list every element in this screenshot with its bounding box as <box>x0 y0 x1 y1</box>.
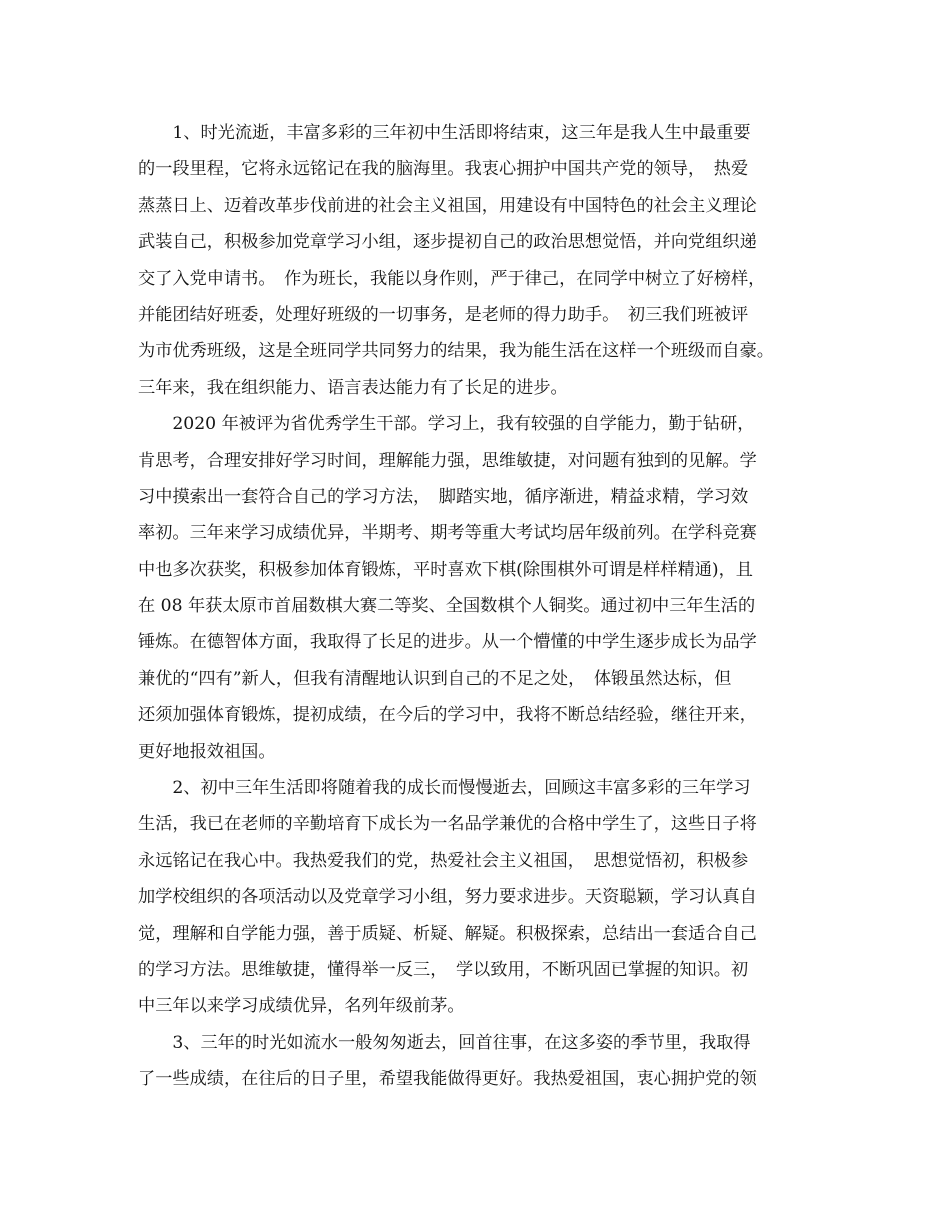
text-line: 交了入党申请书。 作为班长，我能以身作则，严于律己，在同学中树立了好榜样， <box>138 268 766 289</box>
text-line: 锤炼。在德智体方面，我取得了长足的进步。从一个懵懂的中学生逐步成长为品学 <box>138 632 757 653</box>
document-body <box>138 115 828 1098</box>
text-line: 永远铭记在我心中。我热爱我们的党，热爱社会主义祖国， 思想觉悟初，积极参 <box>138 850 749 871</box>
text-line: 肯思考，合理安排好学习时间，理解能力强，思维敏捷，对问题有独到的见解。学 <box>138 450 757 471</box>
text-line: 为市优秀班级，这是全班同学共同努力的结果，我为能生活在这样一个班级而自豪。 <box>138 341 774 362</box>
text-line: 觉，理解和自学能力强，善于质疑、析疑、解疑。积极探索，总结出一套适合自己 <box>138 923 757 944</box>
text-line: 三年来，我在组织能力、语言表达能力有了长足的进步。 <box>138 377 568 398</box>
text-line: 并能团结好班委，处理好班级的一切事务，是老师的得力助手。 初三我们班被评 <box>138 304 749 325</box>
text-line: 生活，我已在老师的辛勤培育下成长为一名品学兼优的合格中学生了，这些日子将 <box>138 814 757 835</box>
text-line: 3、三年的时光如流水一般匆匆逝去，回首往事，在这多姿的季节里，我取得 <box>138 1032 751 1053</box>
text-line: 的一段里程，它将永远铭记在我的脑海里。我衷心拥护中国共产党的领导， 热爱 <box>138 159 749 180</box>
text-line: 加学校组织的各项活动以及党章学习小组，努力要求进步。天资聪颖，学习认真自 <box>138 887 757 908</box>
text-line: 中三年以来学习成绩优异，名列年级前茅。 <box>138 996 465 1017</box>
text-line: 更好地报效祖国。 <box>138 741 276 762</box>
text-line: 了一些成绩，在往后的日子里，希望我能做得更好。我热爱祖国，衷心拥护党的领 <box>138 1069 757 1090</box>
text-line: 在 08 年获太原市首届数棋大赛二等奖、全国数棋个人铜奖。通过初中三年生活的 <box>138 596 756 617</box>
text-line: 2020 年被评为省优秀学生干部。学习上，我有较强的自学能力，勤于钻研， <box>138 414 755 435</box>
text-line: 2、初中三年生活即将随着我的成长而慢慢逝去，回顾这丰富多彩的三年学习 <box>138 778 751 799</box>
text-line: 还须加强体育锻炼，提初成绩，在今后的学习中，我将不断总结经验，继往开来， <box>138 705 757 726</box>
text-line: 武装自己，积极参加党章学习小组，逐步提初自己的政治思想觉悟，并向党组织递 <box>138 232 757 253</box>
text-line: 蒸蒸日上、迈着改革步伐前进的社会主义祖国，用建设有中国特色的社会主义理论 <box>138 195 757 216</box>
text-line: 1、时光流逝，丰富多彩的三年初中生活即将结束，这三年是我人生中最重要 <box>138 123 751 143</box>
text-line: 兼优的“四有”新人，但我有清醒地认识到自己的不足之处， 体锻虽然达标，但 <box>138 668 732 689</box>
text-line: 中也多次获奖，积极参加体育锻炼，平时喜欢下棋(除围棋外可谓是样样精通)，且 <box>138 559 753 580</box>
text-line: 率初。三年来学习成绩优异，半期考、期考等重大考试均居年级前列。在学科竞赛 <box>138 523 757 544</box>
text-line: 习中摸索出一套符合自己的学习方法， 脚踏实地，循序渐进，精益求精，学习效 <box>138 486 749 507</box>
text-line: 的学习方法。思维敏捷，懂得举一反三， 学以致用，不断巩固已掌握的知识。初 <box>138 959 749 980</box>
